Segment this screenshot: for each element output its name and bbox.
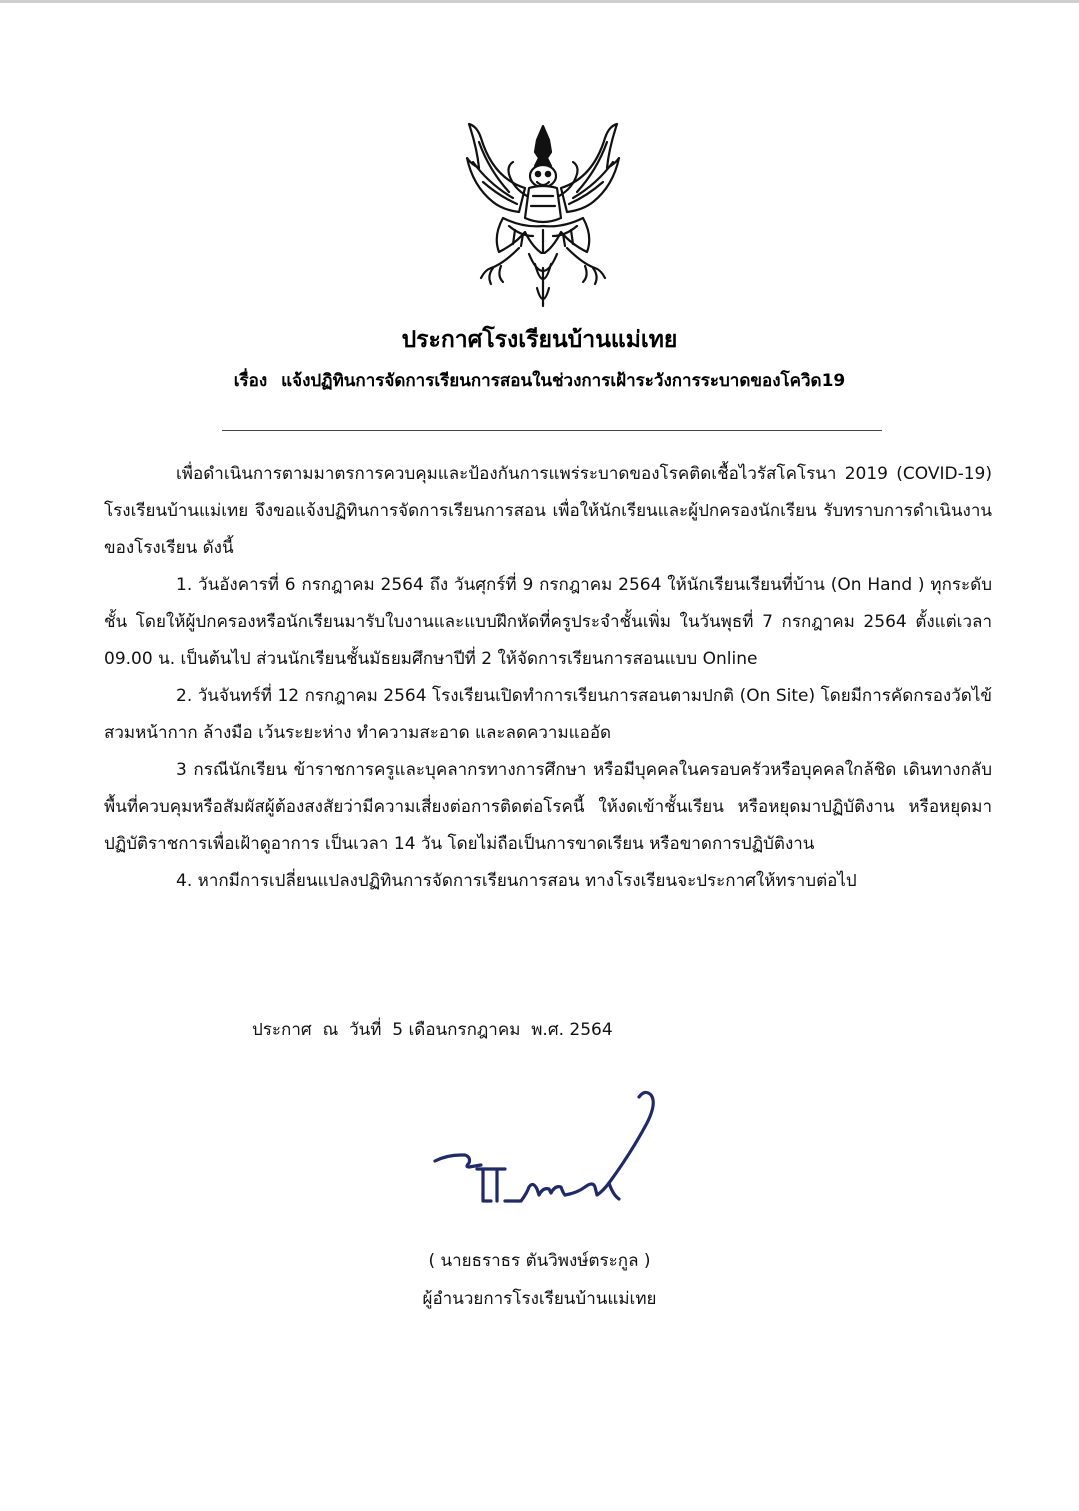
top-border [0, 0, 1079, 3]
document-body [104, 456, 992, 900]
list-item: 2. วันจันทร์ที่ 12 กรกฎาคม 2564 โรงเรียนเปิดทำการเรียนการสอนตามปกติ (On Site) โดยมีการคัดกรองวัดไข้ สวมหน้ากาก ล้างมือ เว้นระยะห่าง ทำความสะอาด และลดความแออัด [104, 686, 992, 743]
list-item: 4. หากมีการเปลี่ยนแปลงปฏิทินการจัดการเรียนการสอน ทางโรงเรียนจะประกาศให้ทราบต่อไป [176, 871, 857, 891]
intro-paragraph: เพื่อดำเนินการตามมาตรการควบคุมและป้องกันการแพร่ระบาดของโรคติดเชื้อไวรัสโคโรนา 2019 (COVID-19) โรงเรียนบ้านแม่เทย จึงขอแจ้งปฏิทินการจัดการเรียนการสอน เพื่อให้นักเรียนและผู้ปกครองนักเรียน รับทราบการดำเนินงานของโรงเรียน ดังนี้ [104, 464, 992, 558]
list-item: 3 กรณีนักเรียน ข้าราชการครูและบุคลากรทางการศึกษา หรือมีบุคคลในครอบครัวหรือบุคคลใกล้ชิด เดินทางกลับพื้นที่ควบคุมหรือสัมผัสผู้ต้องสงสัยว่ามีความเสี่ยงต่อการติดต่อโรคนี้ ให้งดเข้าชั้นเรียน หรือหยุดมาปฏิบัติงาน หรือหยุดมาปฏิบัติราชการเพื่อเฝ้าดูอาการ เป็นเวลา 14 วัน โดยไม่ถือเป็นการขาดเรียน หรือขาดการปฏิบัติงาน [104, 760, 992, 854]
signer-title: ผู้อำนวยการโรงเรียนบ้านแม่เทย [422, 1289, 657, 1309]
title-divider [222, 430, 882, 431]
subject-text: แจ้งปฏิทินการจัดการเรียนการสอนในช่วงการเฝ้าระวังการระบาดของโควิด19 [281, 371, 846, 391]
document-subject [0, 366, 1079, 396]
subject-label: เรื่อง [233, 371, 268, 391]
document-title: ประกาศโรงเรียนบ้านแม่เทย [401, 327, 678, 353]
list-item: 1. วันอังคารที่ 6 กรกฎาคม 2564 ถึง วันศุกร์ที่ 9 กรกฎาคม 2564 ให้นักเรียนเรียนที่บ้าน (On Hand ) ทุกระดับชั้น โดยให้ผู้ปกครองหรือนักเรียนมารับใบงานและแบบฝึกหัดที่ครูประจำชั้นเพิ่ม ในวันพุธที่ 7 กรกฎาคม 2564 ตั้งแต่เวลา 09.00 น. เป็นต้นไป ส่วนนักเรียนชั้นมัธยมศึกษาปีที่ 2 ให้จัดการเรียนการสอนแบบ Online [104, 575, 992, 669]
announcement-date: ประกาศ ณ วันที่ 5 เดือนกรกฎาคม พ.ศ. 2564 [252, 1020, 613, 1040]
signer-name: ( นายธราธร ตันวิพงษ์ตระกูล ) [428, 1251, 651, 1271]
garuda-emblem-icon [463, 118, 623, 314]
handwritten-signature-icon [425, 1083, 665, 1218]
